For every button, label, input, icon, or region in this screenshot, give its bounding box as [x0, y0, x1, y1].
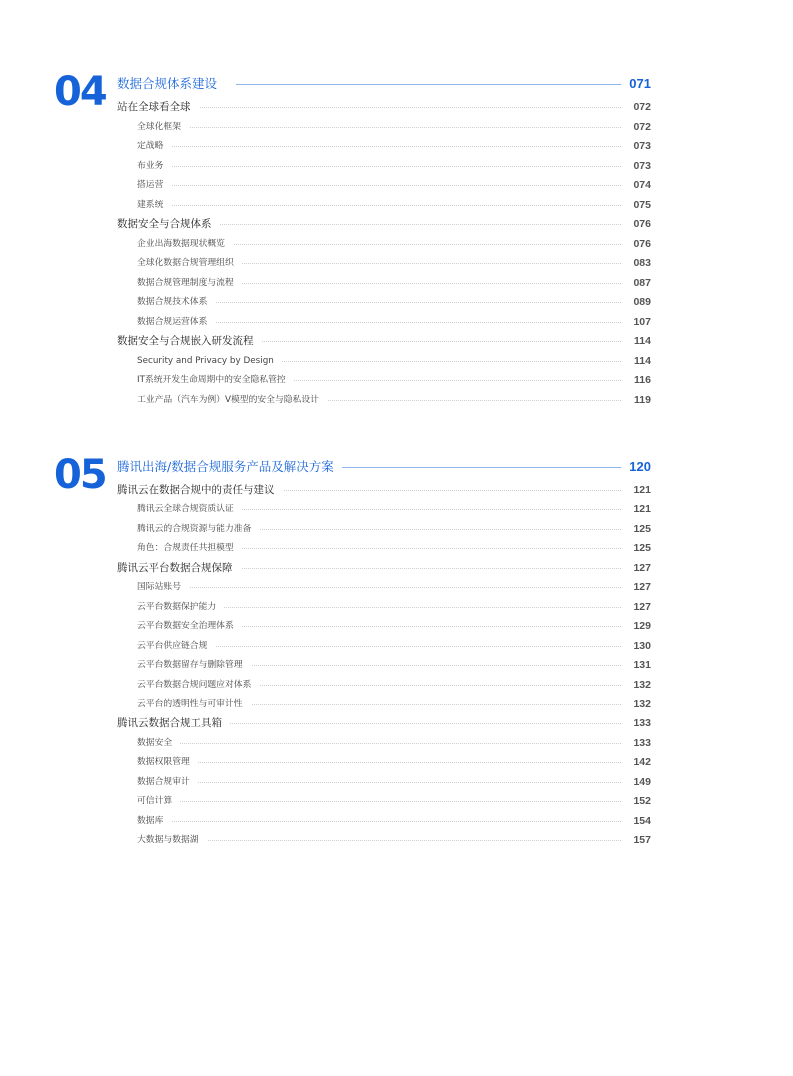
toc-subentry[interactable]	[0, 695, 793, 713]
toc-subentry[interactable]	[0, 352, 793, 370]
page-number: 125	[633, 522, 651, 535]
page-number: 130	[633, 639, 651, 652]
toc-subentry[interactable]	[0, 500, 793, 518]
entry-label: 云平台数据保护能力	[137, 598, 224, 616]
toc-subentry[interactable]	[0, 773, 793, 791]
leader-dots	[137, 762, 621, 763]
toc-heading[interactable]	[0, 481, 793, 499]
entry-label: 可信计算	[137, 792, 180, 810]
toc-section-04	[0, 69, 793, 452]
page-number: 087	[633, 276, 651, 289]
leader-dots	[137, 185, 621, 186]
page-number: 116	[634, 374, 651, 386]
page-number: 073	[633, 159, 651, 172]
toc-subentry[interactable]	[0, 313, 793, 331]
toc-subentry[interactable]	[0, 254, 793, 272]
leader-dots	[137, 205, 621, 206]
toc-subentry[interactable]	[0, 520, 793, 538]
entry-label: 定战略	[137, 137, 171, 155]
page-number: 133	[633, 736, 651, 749]
chapter-title: 腾讯出海/数据合规服务产品及解决方案	[117, 458, 342, 476]
entry-label: Security and Privacy by Design	[137, 352, 282, 370]
toc-heading[interactable]	[0, 215, 793, 233]
entry-label: 腾讯云数据合规工具箱	[117, 714, 230, 732]
entry-label: 云平台数据合规问题应对体系	[137, 676, 259, 694]
toc-subentry[interactable]	[0, 831, 793, 849]
page-number: 132	[633, 697, 651, 710]
entry-label: 工业产品（汽车为例）V模型的安全与隐私设计	[137, 391, 327, 409]
leader-dots	[137, 801, 621, 802]
toc-subentry[interactable]	[0, 656, 793, 674]
entry-label: 建系统	[137, 196, 171, 214]
page-number: 127	[633, 600, 651, 613]
page-number: 072	[633, 101, 651, 113]
toc-subentry[interactable]	[0, 157, 793, 175]
page-number: 132	[633, 678, 651, 691]
toc-subentry[interactable]	[0, 753, 793, 771]
entry-label: 腾讯云平台数据合规保障	[117, 559, 241, 577]
leader-dots	[137, 127, 621, 128]
toc-subentry[interactable]	[0, 293, 793, 311]
chapter-title: 数据合规体系建设	[117, 75, 225, 93]
entry-label: 全球化框架	[137, 118, 189, 136]
page-number: 074	[633, 179, 651, 191]
page-number: 121	[633, 503, 651, 516]
toc-heading[interactable]	[0, 559, 793, 577]
toc-subentry[interactable]	[0, 792, 793, 810]
page-number: 076	[633, 218, 651, 230]
entry-label: 全球化数据合规管理组织	[137, 254, 242, 272]
page-number: 127	[633, 561, 651, 574]
entry-label: 数据合规技术体系	[137, 293, 215, 311]
page-number: 089	[633, 296, 651, 308]
toc-subentry[interactable]	[0, 598, 793, 616]
toc-subentry[interactable]	[0, 578, 793, 596]
page-number: 152	[633, 795, 651, 808]
toc-subentry[interactable]	[0, 539, 793, 557]
entry-label: 腾讯云的合规资源与能力准备	[137, 520, 259, 538]
page-number: 119	[634, 393, 651, 406]
page-number: 131	[633, 659, 651, 672]
page-number: 125	[633, 542, 651, 555]
toc-subentry[interactable]	[0, 676, 793, 694]
entry-label: 云平台数据留存与删除管理	[137, 656, 251, 674]
toc-subentry[interactable]	[0, 196, 793, 214]
page-number: 114	[634, 335, 651, 347]
entry-label: 数据库	[137, 812, 171, 830]
toc-section-05	[0, 452, 793, 847]
entry-label: 数据合规审计	[137, 773, 198, 791]
leader-dots	[137, 587, 621, 588]
entry-label: 搭运营	[137, 176, 171, 194]
leader-dots	[137, 146, 621, 147]
entry-label: 云平台的透明性与可审计性	[137, 695, 251, 713]
page-number: 072	[633, 120, 651, 133]
page-number: 107	[633, 315, 651, 328]
toc-subentry[interactable]	[0, 391, 793, 409]
entry-label: 数据安全与合规嵌入研发流程	[117, 332, 262, 350]
toc-subentry[interactable]	[0, 734, 793, 752]
entry-label: 数据合规运营体系	[137, 313, 215, 331]
page-number: 127	[633, 581, 651, 594]
page-number: 149	[633, 775, 651, 788]
leader-line	[236, 84, 621, 85]
chapter-title-row[interactable]	[0, 458, 793, 476]
entry-label: 数据安全	[137, 734, 180, 752]
toc-subentry[interactable]	[0, 274, 793, 292]
chapter-title-row[interactable]	[0, 75, 793, 93]
entry-label: 云平台数据安全治理体系	[137, 617, 242, 635]
toc-subentry[interactable]	[0, 637, 793, 655]
leader-dots	[137, 821, 621, 822]
toc-heading[interactable]	[0, 714, 793, 732]
toc-subentry[interactable]	[0, 617, 793, 635]
entry-label: 云平台供应链合规	[137, 637, 215, 655]
page-number: 133	[633, 717, 651, 730]
entry-label: 站在全球看全球	[117, 98, 199, 116]
entry-label: 国际站账号	[137, 578, 189, 596]
page-number: 121	[633, 484, 651, 496]
entry-label: 大数据与数据湖	[137, 831, 207, 849]
leader-dots	[137, 840, 621, 841]
page-number: 142	[633, 756, 651, 769]
toc-subentry[interactable]	[0, 118, 793, 136]
entry-label: 布业务	[137, 157, 171, 175]
leader-dots	[137, 166, 621, 167]
entry-label: 数据合规管理制度与流程	[137, 274, 242, 292]
toc-subentry[interactable]	[0, 137, 793, 155]
page-number: 120	[629, 459, 651, 474]
page-number: 076	[633, 237, 651, 250]
toc-subentry[interactable]	[0, 176, 793, 194]
chapter-number: 05	[54, 452, 106, 498]
toc-heading[interactable]	[0, 98, 793, 116]
entry-label: IT系统开发生命周期中的安全隐私管控	[137, 371, 294, 389]
page-number: 071	[629, 76, 651, 91]
page-number: 083	[633, 257, 651, 269]
page-number: 154	[633, 814, 651, 827]
toc-subentry[interactable]	[0, 235, 793, 253]
page-number: 075	[633, 198, 651, 211]
page-number: 114	[634, 354, 651, 367]
entry-label: 腾讯云全球合规资质认证	[137, 500, 242, 518]
toc-heading[interactable]	[0, 332, 793, 350]
leader-dots	[137, 743, 621, 744]
leader-dots	[137, 782, 621, 783]
toc-subentry[interactable]	[0, 812, 793, 830]
page-number: 157	[633, 834, 651, 847]
entry-label: 数据安全与合规体系	[117, 215, 220, 233]
page-number: 073	[633, 140, 651, 152]
toc-subentry[interactable]	[0, 371, 793, 389]
entry-label: 数据权限管理	[137, 753, 198, 771]
chapter-number: 04	[54, 69, 106, 115]
entry-label: 企业出海数据现状概览	[137, 235, 233, 253]
entry-label: 角色：合规责任共担模型	[137, 539, 242, 557]
page-number: 129	[633, 620, 651, 633]
entry-label: 腾讯云在数据合规中的责任与建议	[117, 481, 283, 499]
